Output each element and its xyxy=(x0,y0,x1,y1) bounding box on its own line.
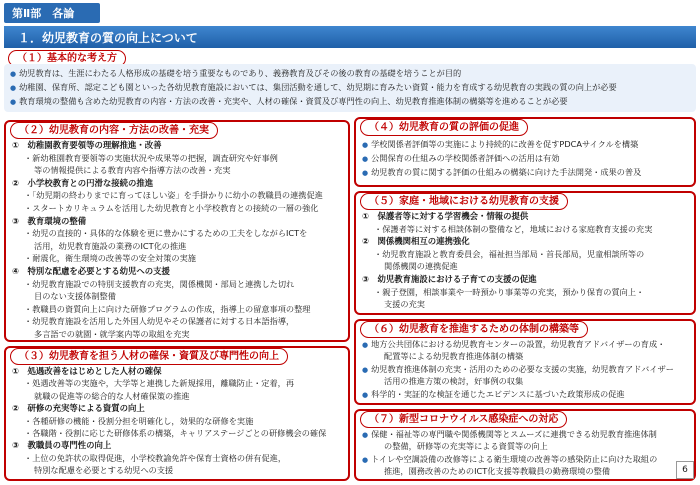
list-item: 活用の推進方策の検討，好事例の収集 xyxy=(384,376,524,387)
list-item: の整備，研修等の充実等による資質等の向上 xyxy=(384,441,548,452)
list-item: ・ 教職員の資質向上に向けた研修プログラムの作成，指導上の留意事項の整理 xyxy=(24,304,311,315)
list-item: ・ 「幼児期の終わりまでに育ってほしい姿」を手掛かりに幼小の教職員の連携促進 xyxy=(24,190,323,201)
list-item: ● 公開保育の仕組みの学校関係者評価への活用は有効 xyxy=(362,153,559,165)
list-item: ・ 幼児の直接的・具体的な体験を更に豊かにするための工夫をしながらICTを xyxy=(24,228,307,239)
list-item: ・ 幼児教育施設を活用した外国人幼児やその保護者に対する日本語指導， xyxy=(24,316,294,327)
list-item: 多言語での就園・就学案内等の取組を充実 xyxy=(34,329,190,339)
list-item: 関係機関の連携促進 xyxy=(384,261,458,272)
subsection-heading: ③ 幼児教育施設における子育ての支援の促進 xyxy=(362,274,537,284)
part-tag: 第Ⅱ部 各論 xyxy=(4,3,100,23)
section2-box xyxy=(4,120,350,342)
subsection-heading: ① 保護者等に対する学習機会・情報の提供 xyxy=(362,211,529,221)
list-item: ・ 耐震化，衛生環境の改善等の安全対策の実施 xyxy=(24,253,196,264)
list-item: 推進，園務改善のためのICT化支援等教職員の勤務環境の整備 xyxy=(384,466,611,477)
section5-label: （５）家庭・地域における幼児教育の支援 xyxy=(360,193,568,210)
subsection-heading: ④ 特別な配慮を必要とする幼児への支援 xyxy=(12,266,170,276)
list-item: ・ 幼児教育施設と教育委員会，福祉担当部局・首長部局，児童相談所等の xyxy=(374,249,644,260)
list-item: ● 地方公共団体における幼児教育センターの設置，幼児教育アドバイザーの育成・ xyxy=(362,339,665,351)
section3-label: （３）幼児教育を担う人材の確保・資質及び専門性の向上 xyxy=(10,348,288,365)
list-item: ● 幼児教育は、生涯にわたる人格形成の基礎を培う重要なものであり、義務教育及びその後の教育の基礎を培うことが目的 xyxy=(10,68,461,80)
section7-label: （７）新型コロナウイルス感染症への対応 xyxy=(360,411,567,428)
section4-label: （４）幼児教育の質の評価の促進 xyxy=(360,119,528,136)
list-item: 目のない支援体制整備 xyxy=(34,291,116,302)
list-item: ● 学校関係者評価等の実施により持続的に改善を促すPDCAサイクルを構築 xyxy=(362,139,638,151)
list-item: ● 幼児教育推進体制の充実・活用のための必要な支援の実施，幼児教育アドバイザー xyxy=(362,364,674,376)
list-item: 就職の促進等の総合的な人材確保策の推進 xyxy=(34,390,190,401)
subsection-heading: ② 関係機関相互の連携強化 xyxy=(362,236,470,247)
subsection-heading: ① 幼稚園教育要領等の理解推進・改善 xyxy=(12,140,162,150)
subsection-heading: ③ 教職員の専門性の向上 xyxy=(12,440,112,451)
page-title: １．幼児教育の質の向上について xyxy=(4,26,696,48)
list-item: ● 保健・福祉等の専門職や関係機関等とスムーズに連携できる幼児教育推進体制 xyxy=(362,429,657,441)
list-item: 活用，幼児教育施設の業務のICT化の推進 xyxy=(34,240,187,251)
section3-box xyxy=(4,346,350,481)
subsection-heading: ③ 教育環境の整備 xyxy=(12,215,87,226)
subsection-heading: ② 研修の充実等による資質の向上 xyxy=(12,403,145,414)
list-item: ・ 幼児教育施設での特別支援教育の充実，関係機関・部局と連携した切れ xyxy=(24,279,294,290)
section1-label: （１）基本的な考え方 xyxy=(8,50,126,67)
list-item: ・ 保護者等に対する相談体制の整備など，地域における家庭教育支援の充実 xyxy=(374,224,652,235)
list-item: 等の情報提供による教育内容や指導方法の改善・充実 xyxy=(34,165,231,176)
list-item: ● 幼児教育の質に関する評価の仕組みの構築に向けた手法開発・成果の普及 xyxy=(362,167,641,179)
list-item: ● 科学的・実証的な検証を通じたエビデンスに基づいた政策形成の促進 xyxy=(362,389,625,401)
section6-label: （６）幼児教育を推進するための体制の構築等 xyxy=(360,321,588,338)
list-item: ● 幼稚園、保育所、認定こども園といった各幼児教育施設においては、集団活動を通して、幼児期に育みたい資質・能力を育成する幼児教育の実践の質の向上が必要 xyxy=(10,82,617,94)
section1-box xyxy=(4,64,696,112)
subsection-heading: ① 処遇改善をはじめとした人材の確保 xyxy=(12,366,162,376)
list-item: ● トイレや空調設備の改修等による衛生環境の改善等の感染防止に向けた取組の xyxy=(362,454,657,466)
page-number: 6 xyxy=(676,461,694,479)
list-item: 支援の充実 xyxy=(384,299,425,310)
list-item: ● 教育環境の整備も含めた幼児教育の内容・方法の改善・充実や、人材の確保・資質及び専門性の向上、幼児教育推進体制の構築等を進めることが必要 xyxy=(10,96,568,108)
list-item: ・ 新幼稚園教育要領等の実施状況や成果等の把握，調査研究や好事例 xyxy=(24,153,278,164)
list-item: 特別な配慮を必要とする幼児への支援 xyxy=(34,465,174,476)
list-item: ・ 親子登園，相談事業や一時預かり事業等の充実，預かり保育の質向上・ xyxy=(374,287,644,298)
list-item: ・ 上位の免許状の取得促進，小学校教諭免許や保育士資格の併有促進， xyxy=(24,453,286,464)
list-item: ・ 処遇改善等の実施や，大学等と連携した新規採用，離職防止・定着，再 xyxy=(24,378,294,389)
list-item: 配置等による幼児教育推進体制の構築 xyxy=(384,351,524,362)
section2-label: （２）幼児教育の内容・方法の改善・充実 xyxy=(10,122,218,139)
list-item: ・ 各種研修の機能・役割分担を明確化し，効果的な研修を実施 xyxy=(24,416,253,427)
list-item: ・ 各職階・役割に応じた研修体系の構築，キャリアステージごとの研修機会の確保 xyxy=(24,428,326,439)
subsection-heading: ② 小学校教育との円滑な接続の推進 xyxy=(12,177,154,188)
list-item: ・ スタートカリキュラムを活用した幼児教育と小学校教育との接続の一層の強化 xyxy=(24,203,318,214)
